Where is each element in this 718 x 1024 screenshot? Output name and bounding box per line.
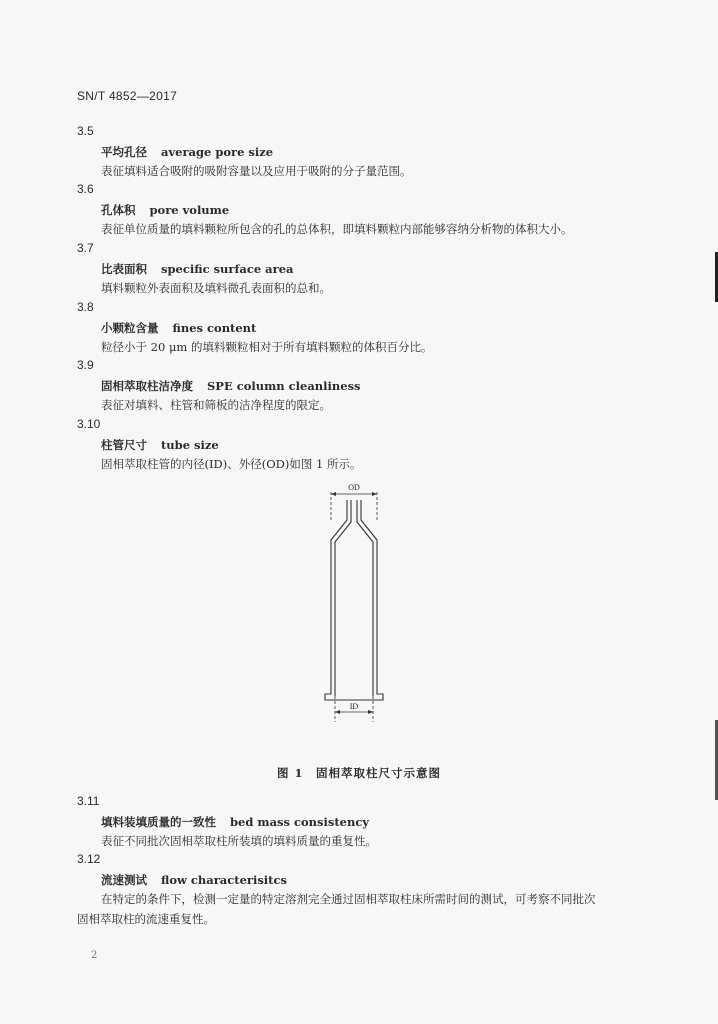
section-number: 3.10: [77, 417, 101, 431]
section-number: 3.12: [77, 852, 101, 866]
term-cn: 孔体积: [101, 203, 136, 217]
term-definition: 表征填料适合吸附的吸附容量以及应用于吸附的分子量范围。: [101, 164, 412, 178]
term-definition: 粒径小于 20 μm 的填料颗粒相对于所有填料颗粒的体积百分比。: [101, 340, 433, 354]
term-en: specific surface area: [161, 262, 294, 276]
term-definition: 在特定的条件下，检测一定量的特定溶剂完全通过固相萃取柱床所需时间的测试，可考察不同批次: [101, 892, 596, 906]
term-definition-continued: 固相萃取柱的流速重复性。: [77, 912, 215, 926]
spe-tube-diagram: [310, 480, 400, 730]
od-label: OD: [348, 483, 360, 492]
term-heading: [101, 378, 361, 394]
term-definition: 表征不同批次固相萃取柱所装填的填料质量的重复性。: [101, 834, 377, 848]
section-number: 3.5: [77, 124, 94, 138]
term-heading: [101, 202, 229, 218]
term-cn: 柱管尺寸: [101, 438, 147, 452]
term-heading: [101, 814, 369, 830]
section-number: 3.7: [77, 241, 94, 255]
term-cn: 平均孔径: [101, 145, 147, 159]
term-en: SPE column cleanliness: [207, 379, 361, 393]
figure-caption: 图 1 固相萃取柱尺寸示意图: [276, 766, 441, 780]
term-definition: 表征单位质量的填料颗粒所包含的孔的总体积，即填料颗粒内部能够容纳分析物的体积大小。: [101, 222, 573, 236]
term-cn: 填料装填质量的一致性: [101, 815, 216, 829]
page-number: 2: [91, 950, 98, 961]
section-number: 3.9: [77, 358, 94, 372]
term-definition: 填料颗粒外表面积及填料微孔表面积的总和。: [101, 281, 331, 295]
id-label: ID: [349, 702, 359, 711]
term-en: pore volume: [149, 203, 230, 217]
term-cn: 固相萃取柱洁净度: [101, 379, 193, 393]
term-cn: 小颗粒含量: [101, 321, 159, 335]
term-en: flow characterisitcs: [161, 873, 287, 887]
term-heading: [101, 872, 287, 888]
term-en: tube size: [161, 438, 219, 452]
term-definition: 固相萃取柱管的内径(ID)、外径(OD)如图 1 所示。: [101, 457, 362, 471]
section-number: 3.8: [77, 300, 94, 314]
section-number: 3.11: [77, 794, 100, 808]
term-heading: [101, 320, 256, 336]
term-en: fines content: [172, 321, 257, 335]
term-cn: 比表面积: [101, 262, 147, 276]
document-header: SN/T 4852—2017: [77, 89, 178, 103]
term-cn: 流速测试: [101, 873, 147, 887]
term-heading: [101, 437, 219, 453]
term-en: bed mass consistency: [230, 815, 369, 829]
term-en: average pore size: [161, 145, 274, 159]
section-number: 3.6: [77, 182, 94, 196]
tube-inner-wall: [335, 500, 373, 696]
term-heading: [101, 261, 293, 277]
term-heading: [101, 144, 273, 160]
tube-outer-wall: [325, 500, 383, 700]
term-definition: 表征对填料、柱管和筛板的洁净程度的限定。: [101, 398, 331, 412]
